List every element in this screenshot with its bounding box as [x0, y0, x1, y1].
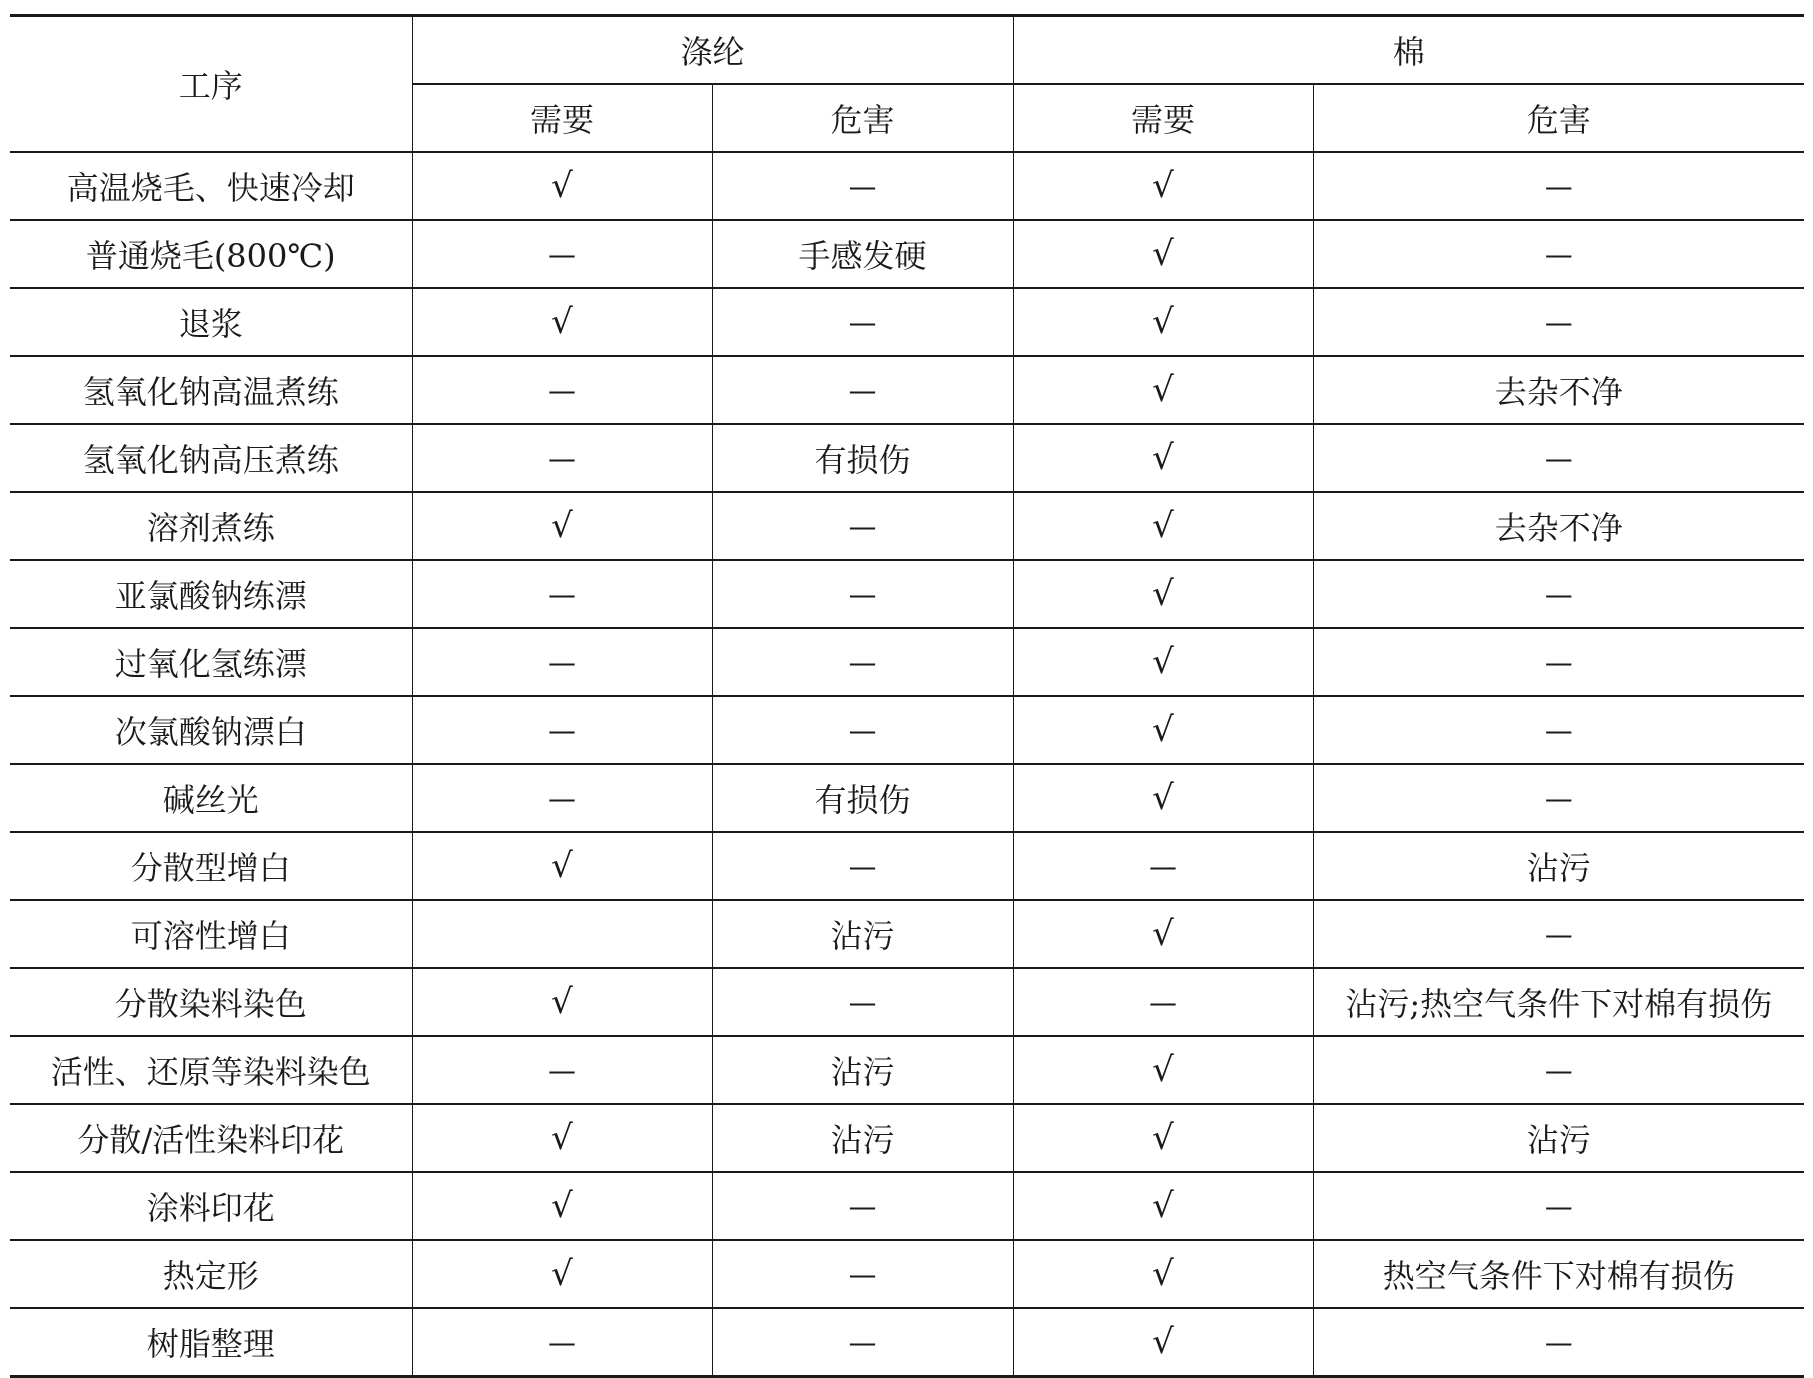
- cell-polyester-need: —: [412, 424, 712, 492]
- cell-cotton-harm: —: [1313, 424, 1804, 492]
- cell-polyester-harm: —: [712, 832, 1013, 900]
- table-row: [10, 560, 1804, 628]
- table-row: [10, 628, 1804, 696]
- table-row: [10, 1308, 1804, 1377]
- cell-cotton-need: √: [1013, 764, 1313, 832]
- cell-process: 热定形: [10, 1240, 412, 1308]
- cell-polyester-harm: —: [712, 288, 1013, 356]
- cell-process: 可溶性增白: [10, 900, 412, 968]
- cell-process: 普通烧毛(800℃): [10, 220, 412, 288]
- cell-cotton-need: √: [1013, 1240, 1313, 1308]
- cell-cotton-harm: 沾污: [1313, 1104, 1804, 1172]
- cell-polyester-harm: —: [712, 492, 1013, 560]
- table-row: [10, 288, 1804, 356]
- cell-polyester-harm: —: [712, 696, 1013, 764]
- table-row: [10, 1104, 1804, 1172]
- cell-cotton-harm: 沾污: [1313, 832, 1804, 900]
- cell-polyester-harm: —: [712, 152, 1013, 220]
- cell-polyester-harm: 手感发硬: [712, 220, 1013, 288]
- table-body: [10, 152, 1804, 1377]
- table-row: [10, 968, 1804, 1036]
- header-cotton-harm: 危害: [1313, 84, 1804, 152]
- cell-process: 分散型增白: [10, 832, 412, 900]
- cell-cotton-harm: —: [1313, 1308, 1804, 1377]
- cell-polyester-harm: —: [712, 1240, 1013, 1308]
- cell-cotton-harm: 热空气条件下对棉有损伤: [1313, 1240, 1804, 1308]
- table-row: [10, 1036, 1804, 1104]
- process-comparison-table-container: [10, 14, 1804, 1378]
- table-row: [10, 1172, 1804, 1240]
- cell-process: 溶剂煮练: [10, 492, 412, 560]
- cell-polyester-need: √: [412, 1104, 712, 1172]
- cell-cotton-need: √: [1013, 220, 1313, 288]
- table-row: [10, 832, 1804, 900]
- cell-polyester-need: √: [412, 968, 712, 1036]
- table-row: [10, 1240, 1804, 1308]
- process-comparison-table: [10, 14, 1804, 1378]
- table-row: [10, 152, 1804, 220]
- cell-polyester-need: √: [412, 288, 712, 356]
- table-row: [10, 764, 1804, 832]
- cell-cotton-need: √: [1013, 424, 1313, 492]
- cell-cotton-need: √: [1013, 288, 1313, 356]
- cell-cotton-need: √: [1013, 1104, 1313, 1172]
- cell-cotton-harm: —: [1313, 220, 1804, 288]
- cell-cotton-harm: —: [1313, 628, 1804, 696]
- cell-cotton-harm: —: [1313, 1172, 1804, 1240]
- cell-polyester-need: √: [412, 152, 712, 220]
- cell-cotton-need: √: [1013, 1172, 1313, 1240]
- cell-cotton-need: √: [1013, 696, 1313, 764]
- header-polyester-harm: 危害: [712, 84, 1013, 152]
- cell-cotton-harm: —: [1313, 152, 1804, 220]
- cell-cotton-need: √: [1013, 900, 1313, 968]
- table-header: [10, 16, 1804, 153]
- cell-polyester-harm: 有损伤: [712, 424, 1013, 492]
- header-cotton: 棉: [1013, 16, 1804, 85]
- cell-process: 涂料印花: [10, 1172, 412, 1240]
- cell-polyester-need: [412, 900, 712, 968]
- header-polyester-need: 需要: [412, 84, 712, 152]
- cell-polyester-need: √: [412, 832, 712, 900]
- header-process: 工序: [10, 16, 412, 153]
- cell-process: 分散染料染色: [10, 968, 412, 1036]
- cell-polyester-harm: 有损伤: [712, 764, 1013, 832]
- cell-polyester-harm: —: [712, 628, 1013, 696]
- table-row: [10, 424, 1804, 492]
- cell-process: 退浆: [10, 288, 412, 356]
- cell-cotton-harm: —: [1313, 696, 1804, 764]
- table-row: [10, 492, 1804, 560]
- cell-process: 亚氯酸钠练漂: [10, 560, 412, 628]
- cell-polyester-harm: —: [712, 1308, 1013, 1377]
- table-row: [10, 696, 1804, 764]
- cell-process: 碱丝光: [10, 764, 412, 832]
- cell-process: 氢氧化钠高压煮练: [10, 424, 412, 492]
- cell-polyester-need: √: [412, 1240, 712, 1308]
- table-row: [10, 900, 1804, 968]
- header-row-fibers: [10, 16, 1804, 85]
- cell-process: 分散/活性染料印花: [10, 1104, 412, 1172]
- cell-process: 氢氧化钠高温煮练: [10, 356, 412, 424]
- cell-process: 次氯酸钠漂白: [10, 696, 412, 764]
- cell-cotton-need: —: [1013, 832, 1313, 900]
- cell-polyester-harm: —: [712, 1172, 1013, 1240]
- cell-cotton-harm: 去杂不净: [1313, 356, 1804, 424]
- cell-cotton-need: √: [1013, 492, 1313, 560]
- cell-cotton-need: √: [1013, 356, 1313, 424]
- cell-cotton-harm: —: [1313, 764, 1804, 832]
- cell-cotton-need: √: [1013, 1036, 1313, 1104]
- cell-polyester-need: —: [412, 764, 712, 832]
- table-row: [10, 220, 1804, 288]
- header-polyester: 涤纶: [412, 16, 1013, 85]
- table-row: [10, 356, 1804, 424]
- cell-polyester-need: —: [412, 1308, 712, 1377]
- cell-polyester-harm: 沾污: [712, 900, 1013, 968]
- cell-cotton-need: √: [1013, 628, 1313, 696]
- cell-cotton-harm: —: [1313, 900, 1804, 968]
- cell-polyester-harm: —: [712, 968, 1013, 1036]
- cell-polyester-need: —: [412, 356, 712, 424]
- cell-cotton-harm: —: [1313, 288, 1804, 356]
- cell-polyester-need: —: [412, 560, 712, 628]
- cell-process: 树脂整理: [10, 1308, 412, 1377]
- cell-cotton-need: √: [1013, 560, 1313, 628]
- cell-cotton-need: —: [1013, 968, 1313, 1036]
- cell-process: 活性、还原等染料染色: [10, 1036, 412, 1104]
- cell-polyester-need: —: [412, 1036, 712, 1104]
- cell-cotton-harm: —: [1313, 1036, 1804, 1104]
- header-cotton-need: 需要: [1013, 84, 1313, 152]
- cell-cotton-harm: 沾污;热空气条件下对棉有损伤: [1313, 968, 1804, 1036]
- cell-polyester-need: √: [412, 492, 712, 560]
- cell-cotton-harm: 去杂不净: [1313, 492, 1804, 560]
- cell-polyester-need: —: [412, 220, 712, 288]
- cell-polyester-need: —: [412, 628, 712, 696]
- cell-polyester-need: √: [412, 1172, 712, 1240]
- cell-process: 过氧化氢练漂: [10, 628, 412, 696]
- cell-cotton-harm: —: [1313, 560, 1804, 628]
- cell-polyester-need: —: [412, 696, 712, 764]
- cell-polyester-harm: —: [712, 560, 1013, 628]
- cell-polyester-harm: —: [712, 356, 1013, 424]
- cell-polyester-harm: 沾污: [712, 1036, 1013, 1104]
- cell-process: 高温烧毛、快速冷却: [10, 152, 412, 220]
- cell-cotton-need: √: [1013, 1308, 1313, 1377]
- cell-cotton-need: √: [1013, 152, 1313, 220]
- cell-polyester-harm: 沾污: [712, 1104, 1013, 1172]
